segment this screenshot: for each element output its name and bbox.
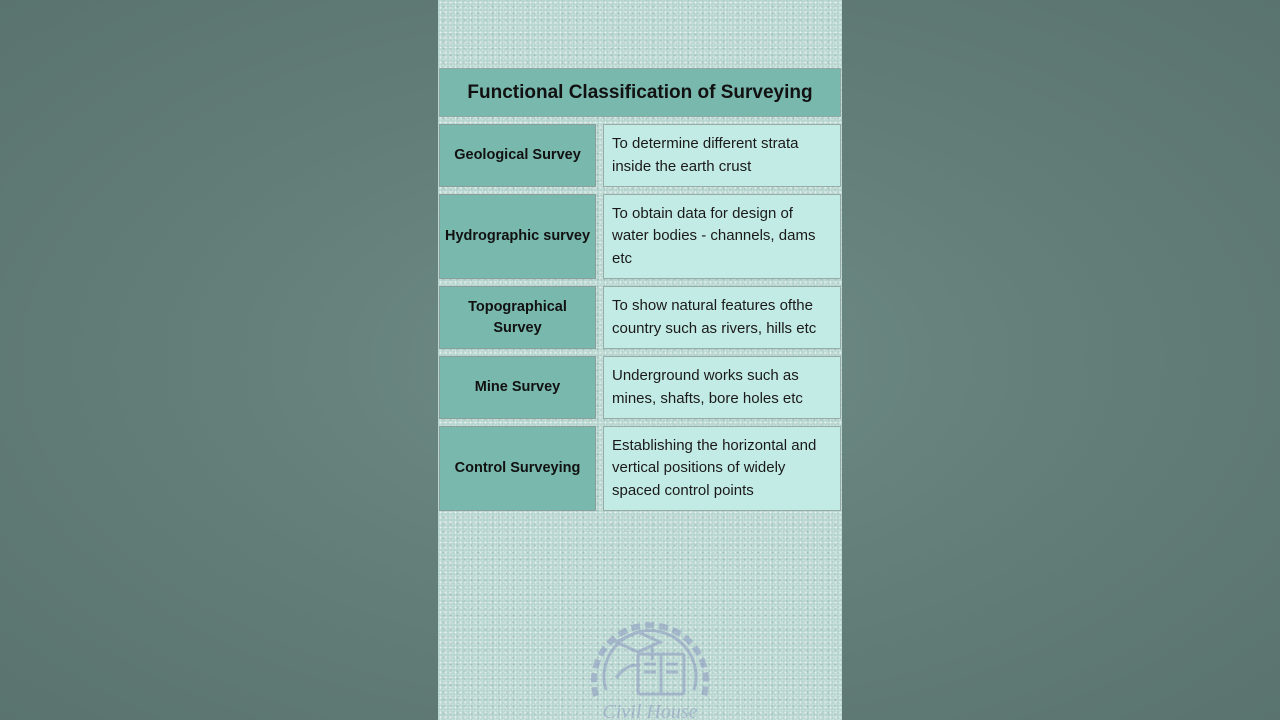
table-row — [439, 356, 841, 419]
survey-type-label: Hydrographic survey — [444, 228, 591, 244]
survey-type-cell — [439, 286, 596, 349]
survey-type-cell — [439, 426, 596, 511]
survey-description-cell — [603, 356, 841, 419]
survey-description-cell — [603, 286, 841, 349]
survey-description-text: To show natural features ofthe country such as rivers, hills etc — [612, 297, 817, 337]
survey-type-label: Control Surveying — [454, 460, 581, 476]
table-row — [439, 194, 841, 279]
survey-type-label: Geological Survey — [454, 147, 581, 163]
survey-description-cell — [603, 194, 841, 279]
table-title-bar — [439, 68, 841, 117]
watermark-text: Civil House — [602, 701, 698, 720]
content-panel — [438, 0, 842, 720]
table-row — [439, 286, 841, 349]
survey-type-cell — [439, 356, 596, 419]
survey-description-cell — [603, 124, 841, 187]
survey-type-label: Topographical Survey — [468, 298, 567, 336]
page-title: Functional Classification of Surveying — [467, 81, 813, 103]
table-row — [439, 426, 841, 511]
survey-type-cell — [439, 194, 596, 279]
table-row — [439, 124, 841, 187]
survey-description-text: To obtain data for design of water bodies - channels, dams etc — [612, 204, 816, 267]
survey-type-label: Mine Survey — [474, 379, 561, 395]
survey-description-cell — [603, 426, 841, 511]
survey-description-text: To determine different strata inside the earth crust — [612, 135, 799, 175]
gear-book-icon — [580, 604, 720, 720]
survey-description-text: Establishing the horizontal and vertical positions of widely spaced control points — [612, 436, 817, 499]
survey-type-cell — [439, 124, 596, 187]
survey-description-text: Underground works such as mines, shafts, bore holes etc — [612, 367, 803, 407]
